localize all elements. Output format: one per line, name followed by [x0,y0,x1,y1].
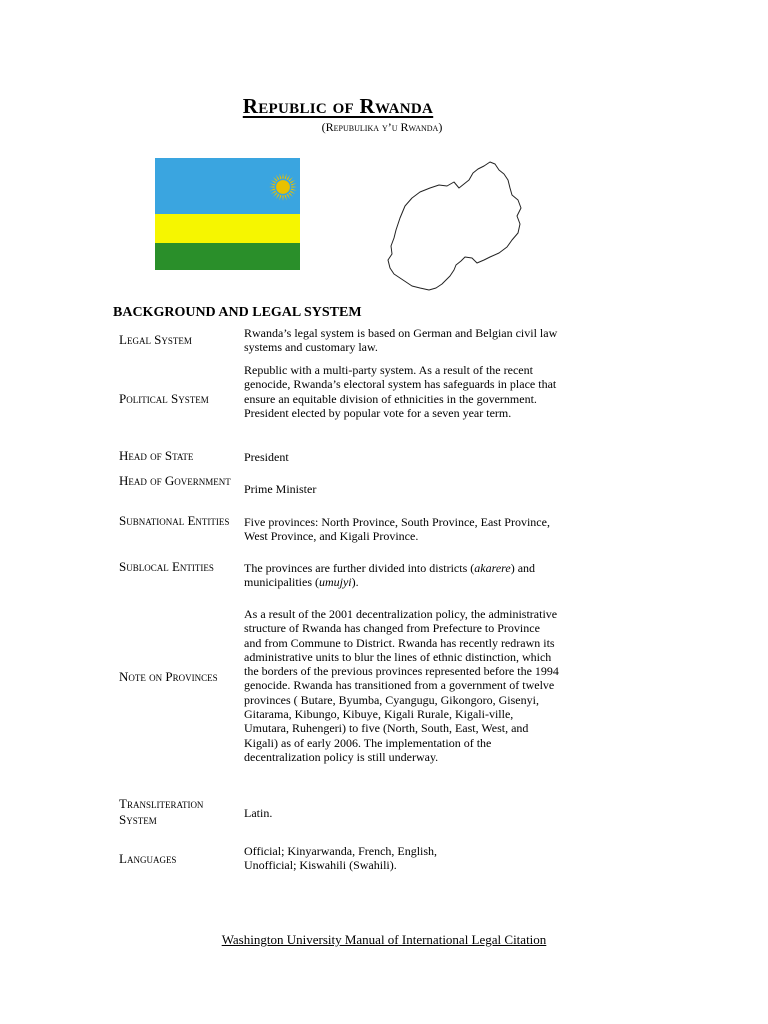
sun-ray [291,188,297,190]
sun-ray [284,195,286,201]
sun-ray [288,177,292,181]
row-label: Sublocal Entities [119,559,214,574]
flag-sun-icon [155,158,300,214]
row-value: Republic with a multi-party system. As a result of the recent genocide, Rwanda’s electoral system has safeguards in place that ensure an equitable division of ethnicities in the government. President elected by popular vote for a seven year term. [244,363,557,420]
sun-ray [288,192,292,196]
sun-ray [291,183,297,185]
row-label: Transliteration System [119,796,204,827]
sun-ray [271,191,276,194]
sun-ray [284,173,286,179]
sun-ray [269,186,275,188]
sun-ray [282,173,284,179]
sun-ray [273,177,277,181]
row-value: As a result of the 2001 decentralization policy, the administrative structure of Rwanda has changed from Prefecture to Province and from Commune to District. Rwanda has recently redrawn its administrative units to blur the lines of ethnic distinction, which the borders of the previous provinces represented before the 1994 genocide. Rwanda has transitioned from a government of twelve provinces ( Butare, Byumba, Cyangugu, Gikongoro, Gisenyi, Gitarama, Kibungo, Kibuye, Kigali Rurale, Kigali-ville, Umutara, Ruhengeri) to five (North, South, East, West, and Kigali) as of early 2006. The implementation of the decentralization policy is still underway. [244,607,559,764]
sun-ray [273,192,277,196]
sun-ray [276,175,279,180]
page-title: Republic of Rwanda [242,94,434,118]
sun-ray [269,183,275,185]
rwanda-map-outline [384,158,534,294]
page-subtitle: (Repubulika y’u Rwanda) [321,120,443,134]
row-value: Prime Minister [244,482,317,496]
sun-ray [271,180,276,183]
sun-ray [287,175,290,180]
row-value: Latin. [244,806,273,820]
row-label: Legal System [119,332,192,347]
row-label: Languages [119,851,177,866]
flag-yellow-band [155,214,300,243]
rwanda-flag [155,158,300,270]
sun-ray [276,194,279,199]
row-label: Note on Provinces [119,669,218,684]
footer-citation: Washington University Manual of International Legal Citation [221,932,547,947]
row-label: Head of State [119,448,194,463]
sun-ray [282,195,284,201]
section-heading: BACKGROUND AND LEGAL SYSTEM [113,305,362,320]
row-value: President [244,450,289,464]
row-value: Five provinces: North Province, South Province, East Province, West Province, and Kigali Province. [244,515,550,544]
sun-ray [290,191,295,194]
flag-green-band [155,243,300,270]
row-value: Rwanda’s legal system is based on German and Belgian civil law systems and customary law. [244,326,558,355]
row-label: Subnational Entities [119,513,230,528]
row-label: Political System [119,391,209,406]
row-value: Official; Kinyarwanda, French, English, Unofficial; Kiswahili (Swahili). [244,844,438,873]
sun-ray [291,186,297,188]
sun-ray [279,195,281,201]
row-value: The provinces are further divided into districts (akarere) and municipalities (umujyi). [244,561,536,590]
sun-ray [269,188,275,190]
row-label: Head of Government [119,473,231,488]
sun-ray [290,180,295,183]
sun-ray [279,173,281,179]
sun-ray [287,194,290,199]
